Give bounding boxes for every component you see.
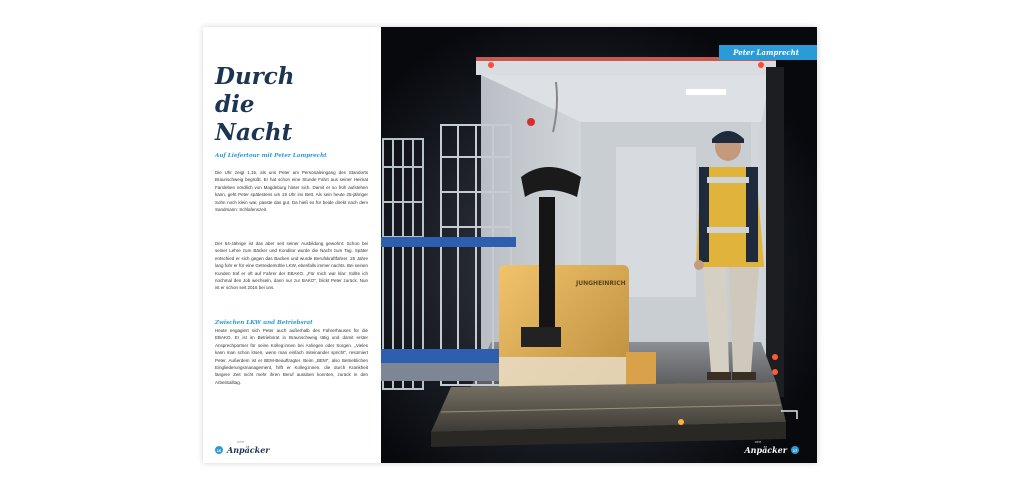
paragraph-1: Die Uhr zeigt 1.15, als uns Peter am Personaleingang des Standorts Braunschweig begrüßt. Er hat schon eine Stunde Fahrt aus seiner Heimat Farsleben nördlich von Magdeburg hinter sich. Damit er so früh aufstehen kann, geht Peter spätestens um 19 Uhr ins Bett. Als sein heute 25-jähriger Sohn noch klein war, passte das gut. Da hieß es für beide direkt nach dem Sandmann: Schlafenszeit. (215, 170, 368, 213)
paragraph-2: Der 54-Jährige ist das aber seit seiner Ausbildung gewohnt: Schon bei seiner Lehre zum Bäcker und Konditor wurde die Nacht zum Tag. Später entschied er sich gegen das Backen und wurde Berufskraftfahrer. 25 Jahre lang fuhr er für eine Getreidemühle LKW, ebenfalls immer nachts. Bei seinen Kunden traf er oft auf Fahrer der EBAKO. „Für mich war klar: Sollte ich nochmal den Job wechseln, dann nur zur BAKO", blickt Peter zurück. Nun ist er schon seit 2016 bei uns. (215, 241, 368, 291)
page-number-right: 17 (792, 447, 798, 453)
magazine-spread (203, 27, 817, 463)
paragraph-3: Heute engagiert sich Peter auch außerhalb des Fahrerhauses für die EBAKO. Er ist im Betriebsrat in Braunschweig tätig und damit erster Ansprechpartner für seine Kolleg:innen bei Anliegen oder Sorgen. „Vieles kann man schon lösen, wenn man einfach miteinander spricht", resümiert Peter. Außerdem ist er BEM-Beauftragter. Beim „BEM", also Betrieblichen Eingliederungsmanagement, hilft er Kolleg:innen, die durch Krankheit längere Zeit nicht mehr ihren Beruf ausüben konnten, zurück in den Arbeitsalltag. (215, 328, 368, 385)
left-footer (215, 440, 270, 455)
headline-line-2: die (215, 91, 255, 118)
person-name-tag: Peter Lamprecht (719, 45, 817, 60)
brand-name-right: Anpäcker (744, 445, 787, 455)
article-headline (215, 63, 295, 147)
right-footer (744, 440, 799, 455)
brand-small-left: DER (237, 440, 244, 444)
left-page (203, 27, 380, 463)
brand-logo-left (227, 440, 270, 455)
delivery-truck-photo (381, 27, 817, 463)
brand-small-right: DER (754, 440, 762, 444)
section-heading: Zwischen LKW und Betriebsrat (215, 320, 313, 326)
brand-name-left: Anpäcker (227, 445, 270, 455)
headline-line-1: Durch (215, 63, 295, 90)
brand-logo-right (744, 440, 787, 455)
right-page (381, 27, 817, 463)
forklift-brand-text: JUNGHEINRICH (576, 280, 626, 287)
headline-line-3: Nacht (215, 119, 293, 146)
article-subheadline: Auf Liefertour mit Peter Lamprecht (215, 153, 327, 159)
page-number-left: 16 (216, 447, 222, 453)
